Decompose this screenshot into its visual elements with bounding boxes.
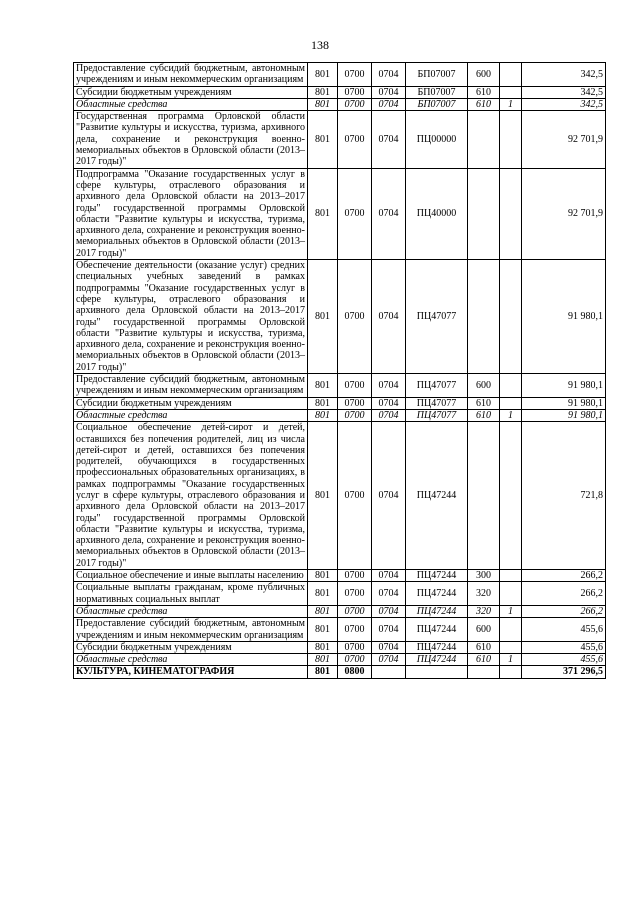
section-code: 0700 (338, 654, 372, 666)
table-row (74, 570, 606, 582)
section-code: 0700 (338, 582, 372, 606)
grbs-code: 801 (308, 168, 338, 259)
section-code: 0700 (338, 98, 372, 110)
grbs-code: 801 (308, 570, 338, 582)
funding-source-code (500, 582, 522, 606)
subsection-code: 0704 (372, 605, 406, 617)
table-row (74, 260, 606, 374)
section-code: 0700 (338, 111, 372, 168)
table-row (74, 409, 606, 421)
amount: 721,8 (522, 422, 606, 570)
target-article-code: ПЦ47077 (406, 374, 468, 398)
target-article-code: БП07007 (406, 63, 468, 87)
subsection-code: 0704 (372, 374, 406, 398)
grbs-code: 801 (308, 654, 338, 666)
table-row (74, 86, 606, 98)
amount: 91 980,1 (522, 409, 606, 421)
section-code: 0700 (338, 570, 372, 582)
grbs-code: 801 (308, 666, 338, 678)
grbs-code: 801 (308, 397, 338, 409)
subsection-code: 0704 (372, 86, 406, 98)
section-code: 0700 (338, 260, 372, 374)
subsection-code: 0704 (372, 260, 406, 374)
funding-source-code (500, 63, 522, 87)
amount: 91 980,1 (522, 397, 606, 409)
section-code: 0700 (338, 63, 372, 87)
funding-source-code: 1 (500, 98, 522, 110)
funding-source-code (500, 86, 522, 98)
section-code: 0700 (338, 86, 372, 98)
section-code: 0700 (338, 422, 372, 570)
expense-type-code: 610 (468, 641, 500, 653)
budget-table (73, 62, 606, 679)
amount: 455,6 (522, 641, 606, 653)
expense-type-code: 600 (468, 618, 500, 642)
amount: 266,2 (522, 570, 606, 582)
grbs-code: 801 (308, 111, 338, 168)
amount: 371 296,5 (522, 666, 606, 678)
expense-type-code (468, 111, 500, 168)
funding-source-code: 1 (500, 654, 522, 666)
target-article-code: ПЦ47077 (406, 409, 468, 421)
table-row (74, 618, 606, 642)
subsection-code: 0704 (372, 422, 406, 570)
section-code: 0700 (338, 641, 372, 653)
grbs-code: 801 (308, 422, 338, 570)
table-row (74, 397, 606, 409)
target-article-code: БП07007 (406, 98, 468, 110)
subsection-code: 0704 (372, 641, 406, 653)
section-code: 0700 (338, 374, 372, 398)
section-code: 0700 (338, 397, 372, 409)
row-name: Подпрограмма "Оказание государственных услуг в сфере культуры, отраслевого образования и архивного дела Орловской области на 2013–2017 годы" государственной программы Орловской области "Развитие культуры и искусства, туризма, архивного дела, сохранение и реконструкция военно-мемориальных объектов в Орловской области (2013–2017 годы)" (74, 168, 308, 259)
funding-source-code (500, 260, 522, 374)
row-name: Субсидии бюджетным учреждениям (74, 397, 308, 409)
subsection-code: 0704 (372, 618, 406, 642)
amount: 266,2 (522, 582, 606, 606)
grbs-code: 801 (308, 618, 338, 642)
expense-type-code (468, 422, 500, 570)
funding-source-code: 1 (500, 605, 522, 617)
grbs-code: 801 (308, 86, 338, 98)
target-article-code: ПЦ47077 (406, 397, 468, 409)
grbs-code: 801 (308, 374, 338, 398)
subsection-code: 0704 (372, 409, 406, 421)
target-article-code: ПЦ47244 (406, 641, 468, 653)
row-name: Предоставление субсидий бюджетным, автономным учреждениям и иным некоммерческим организациям (74, 618, 308, 642)
subsection-code (372, 666, 406, 678)
row-name: Предоставление субсидий бюджетным, автономным учреждениям и иным некоммерческим организациям (74, 374, 308, 398)
section-code: 0700 (338, 409, 372, 421)
grbs-code: 801 (308, 260, 338, 374)
grbs-code: 801 (308, 63, 338, 87)
table-row (74, 63, 606, 87)
section-code: 0800 (338, 666, 372, 678)
amount: 342,5 (522, 63, 606, 87)
subsection-code: 0704 (372, 63, 406, 87)
grbs-code: 801 (308, 98, 338, 110)
row-name: Государственная программа Орловской области "Развитие культуры и искусства, туризма, архивного дела, сохранение и реконструкция военно-мемориальных объектов в Орловской области (2013–2017 годы)" (74, 111, 308, 168)
amount: 91 980,1 (522, 374, 606, 398)
funding-source-code (500, 422, 522, 570)
expense-type-code (468, 168, 500, 259)
expense-type-code: 610 (468, 409, 500, 421)
row-name: Предоставление субсидий бюджетным, автономным учреждениям и иным некоммерческим организациям (74, 63, 308, 87)
row-name: Областные средства (74, 409, 308, 421)
row-name: КУЛЬТУРА, КИНЕМАТОГРАФИЯ (74, 666, 308, 678)
row-name: Субсидии бюджетным учреждениям (74, 641, 308, 653)
expense-type-code: 610 (468, 98, 500, 110)
funding-source-code (500, 168, 522, 259)
subsection-code: 0704 (372, 168, 406, 259)
target-article-code: ПЦ47244 (406, 618, 468, 642)
funding-source-code (500, 374, 522, 398)
amount: 92 701,9 (522, 168, 606, 259)
amount: 455,6 (522, 654, 606, 666)
target-article-code: ПЦ47244 (406, 582, 468, 606)
expense-type-code: 610 (468, 397, 500, 409)
funding-source-code (500, 570, 522, 582)
section-code: 0700 (338, 618, 372, 642)
table-row (74, 582, 606, 606)
funding-source-code: 1 (500, 409, 522, 421)
section-code: 0700 (338, 605, 372, 617)
table-row (74, 422, 606, 570)
row-name: Социальное обеспечение детей-сирот и детей, оставшихся без попечения родителей, лиц из числа детей-сирот и детей, оставшихся без попечения родителей, обучающихся в государственных профессиональных образовательных организациях, в рамках подпрограммы "Оказание государственных услуг в сфере культуры, отраслевого образования и архивного дела Орловской области на 2013–2017 годы" государственной программы Орловской области "Развитие культуры и искусства, туризма, архивного дела, сохранение и реконструкция военно-мемориальных объектов в Орловской области (2013–2017 годы)" (74, 422, 308, 570)
table-row (74, 654, 606, 666)
target-article-code: ПЦ47244 (406, 654, 468, 666)
table-row (74, 111, 606, 168)
grbs-code: 801 (308, 409, 338, 421)
expense-type-code: 600 (468, 63, 500, 87)
subsection-code: 0704 (372, 582, 406, 606)
table-row (74, 641, 606, 653)
expense-type-code (468, 260, 500, 374)
amount: 342,5 (522, 86, 606, 98)
target-article-code: ПЦ47077 (406, 260, 468, 374)
target-article-code (406, 666, 468, 678)
amount: 266,2 (522, 605, 606, 617)
amount: 455,6 (522, 618, 606, 642)
table-row (74, 374, 606, 398)
target-article-code: ПЦ47244 (406, 422, 468, 570)
expense-type-code: 610 (468, 654, 500, 666)
funding-source-code (500, 641, 522, 653)
amount: 91 980,1 (522, 260, 606, 374)
target-article-code: ПЦ40000 (406, 168, 468, 259)
expense-type-code (468, 666, 500, 678)
subsection-code: 0704 (372, 654, 406, 666)
subsection-code: 0704 (372, 570, 406, 582)
expense-type-code: 320 (468, 582, 500, 606)
row-name: Областные средства (74, 654, 308, 666)
subsection-code: 0704 (372, 111, 406, 168)
table-row (74, 666, 606, 678)
target-article-code: ПЦ00000 (406, 111, 468, 168)
target-article-code: ПЦ47244 (406, 570, 468, 582)
amount: 92 701,9 (522, 111, 606, 168)
grbs-code: 801 (308, 605, 338, 617)
subsection-code: 0704 (372, 397, 406, 409)
funding-source-code (500, 397, 522, 409)
funding-source-code (500, 111, 522, 168)
target-article-code: ПЦ47244 (406, 605, 468, 617)
grbs-code: 801 (308, 582, 338, 606)
row-name: Социальные выплаты гражданам, кроме публичных нормативных социальных выплат (74, 582, 308, 606)
table-row (74, 98, 606, 110)
table-row (74, 605, 606, 617)
funding-source-code (500, 666, 522, 678)
expense-type-code: 610 (468, 86, 500, 98)
row-name: Обеспечение деятельности (оказание услуг) средних специальных учебных заведений в рамках подпрограммы "Оказание государственных услуг в сфере культуры, отраслевого образования и архивного дела Орловской области на 2013–2017 годы" государственной программы Орловской области "Развитие культуры и искусства, туризма, архивного дела, сохранение и реконструкция военно-мемориальных объектов в Орловской области (2013–2017 годы)" (74, 260, 308, 374)
expense-type-code: 600 (468, 374, 500, 398)
target-article-code: БП07007 (406, 86, 468, 98)
table-row (74, 168, 606, 259)
amount: 342,5 (522, 98, 606, 110)
page-number: 138 (311, 38, 329, 52)
expense-type-code: 300 (468, 570, 500, 582)
subsection-code: 0704 (372, 98, 406, 110)
row-name: Социальное обеспечение и иные выплаты населению (74, 570, 308, 582)
row-name: Областные средства (74, 605, 308, 617)
section-code: 0700 (338, 168, 372, 259)
funding-source-code (500, 618, 522, 642)
row-name: Областные средства (74, 98, 308, 110)
expense-type-code: 320 (468, 605, 500, 617)
row-name: Субсидии бюджетным учреждениям (74, 86, 308, 98)
grbs-code: 801 (308, 641, 338, 653)
